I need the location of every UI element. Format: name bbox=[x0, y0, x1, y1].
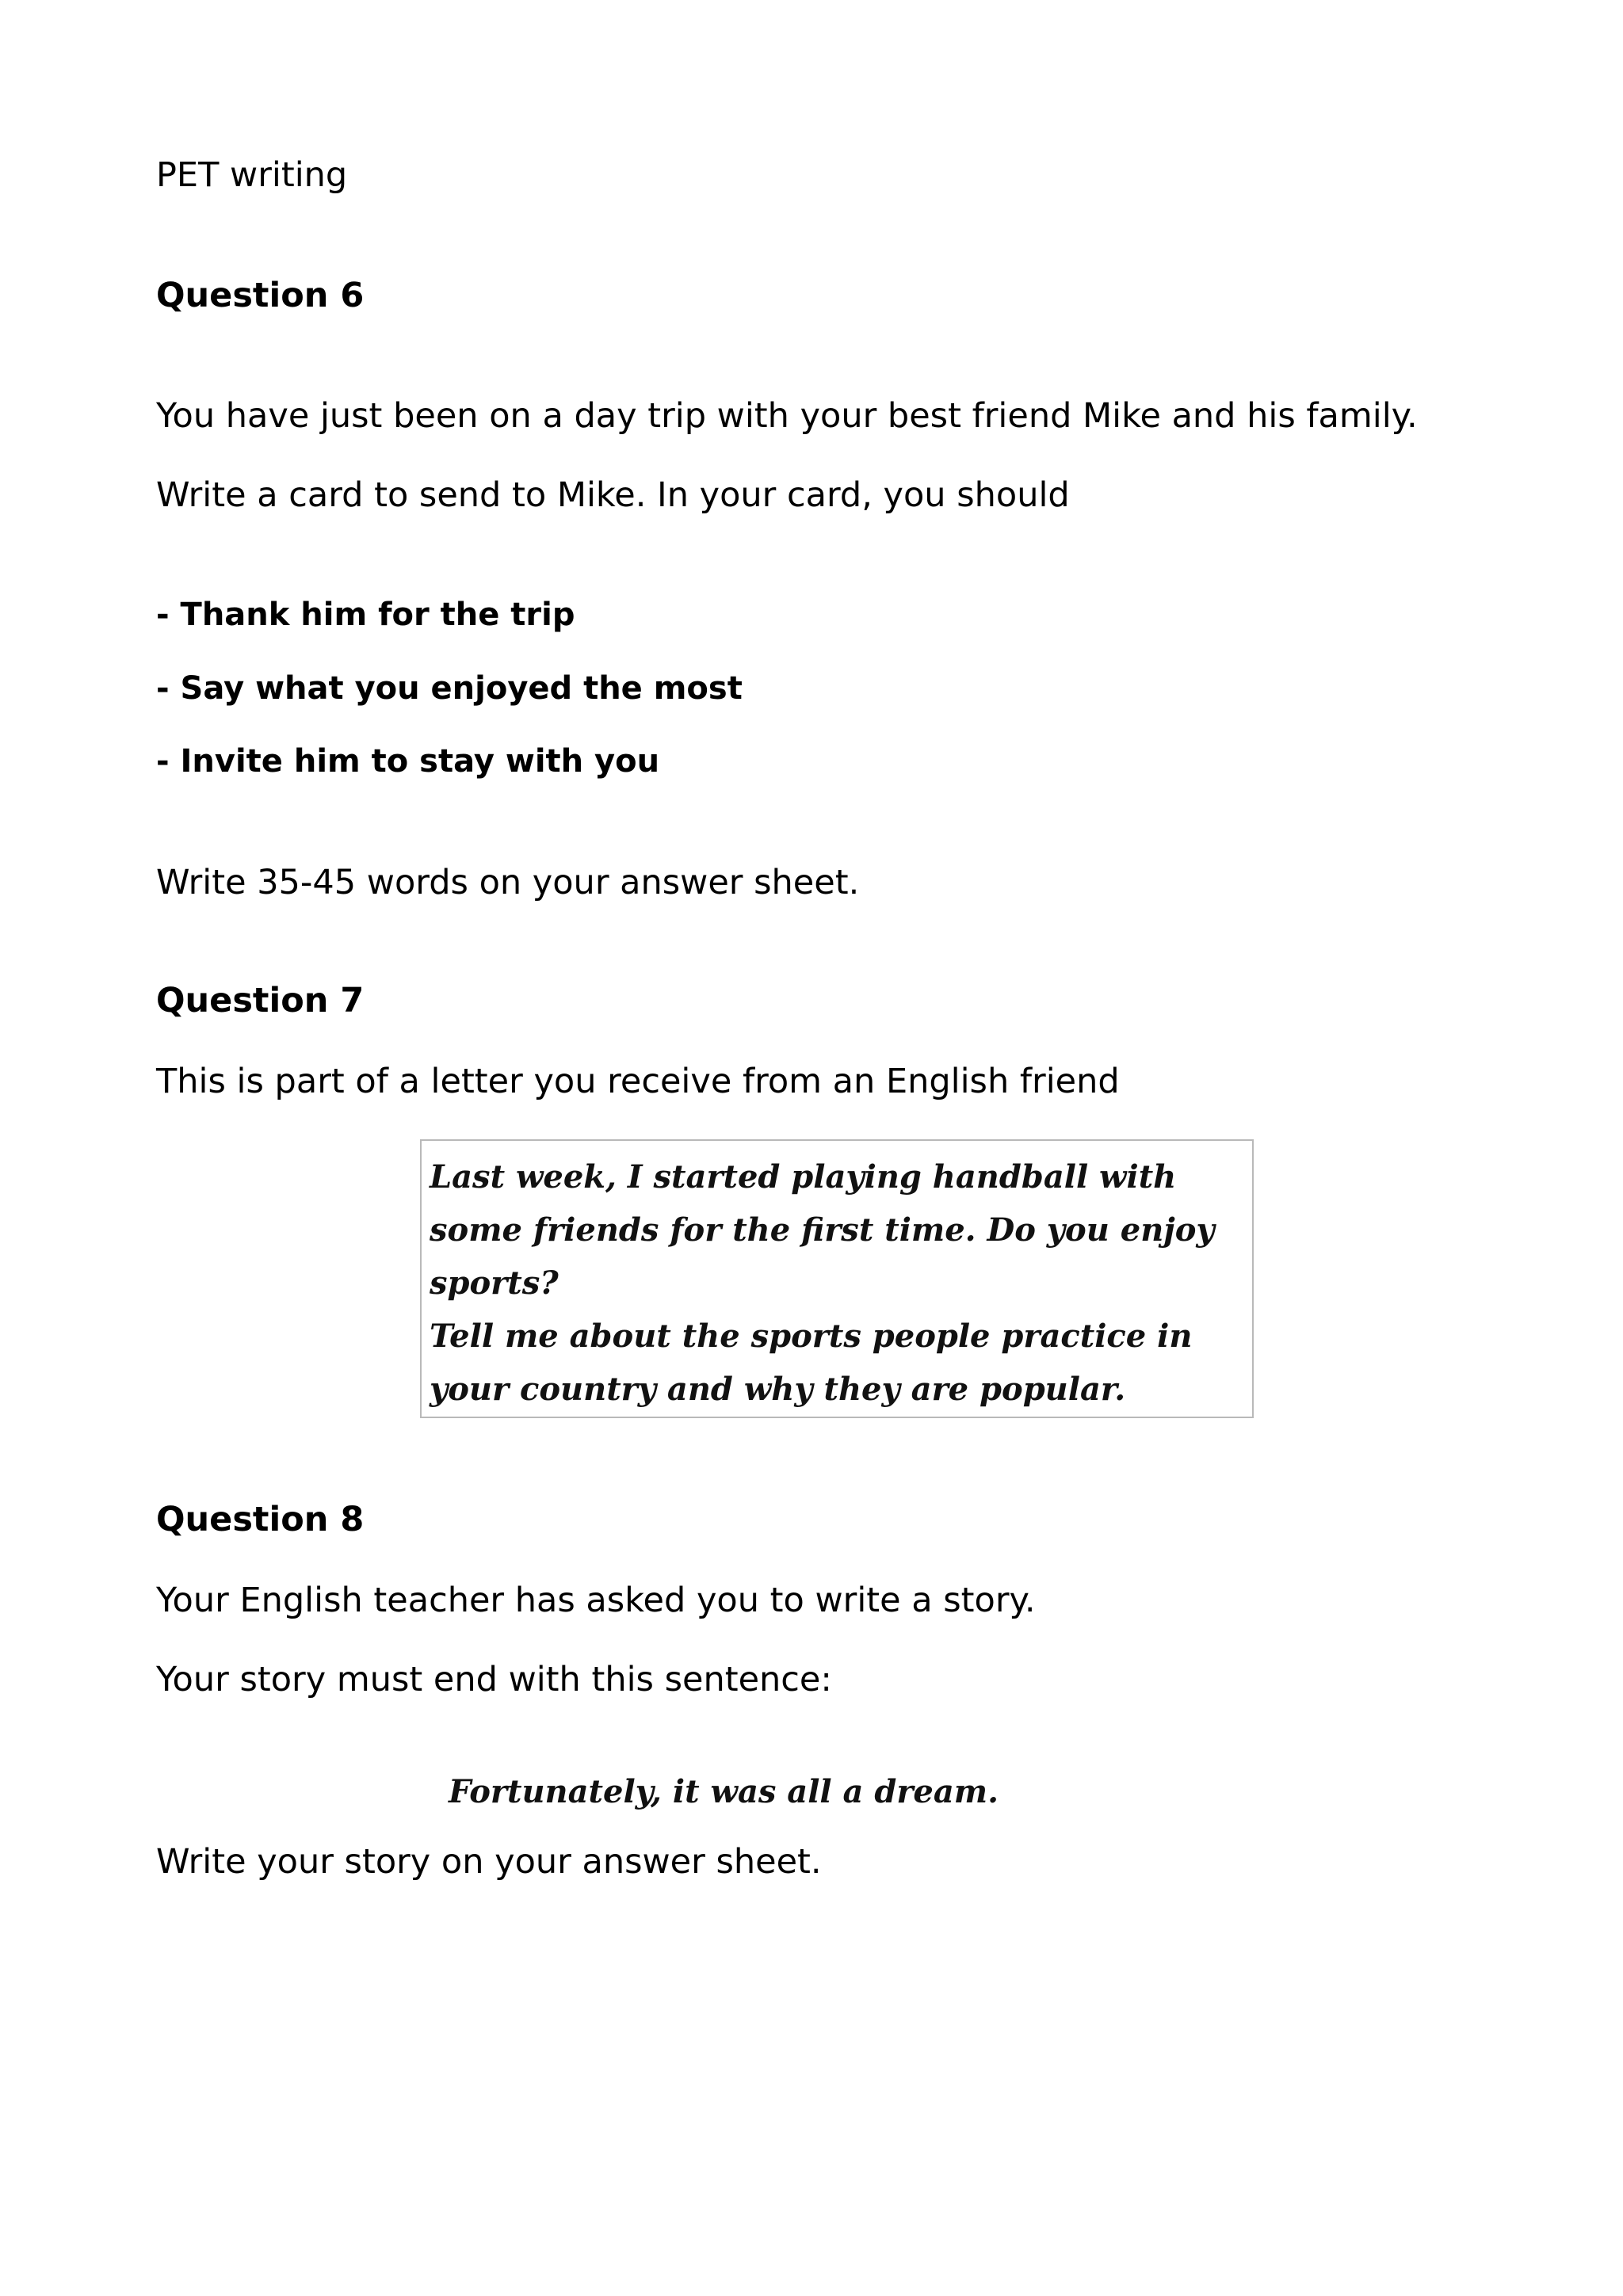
question-6-word-limit: Write 35-45 words on your answer sheet. bbox=[156, 863, 860, 902]
question-6-bullet-enjoyed: - Say what you enjoyed the most bbox=[156, 670, 743, 707]
letter-line: Last week, I started playing handball with bbox=[430, 1158, 1177, 1196]
friend-letter-box bbox=[420, 1139, 1254, 1418]
question-6-bullet-invite: - Invite him to stay with you bbox=[156, 743, 660, 780]
question-6-heading: Question 6 bbox=[156, 276, 365, 315]
question-7-intro: This is part of a letter you receive from an English friend bbox=[156, 1062, 1120, 1101]
question-8-instruction: Your story must end with this sentence: bbox=[156, 1660, 832, 1699]
letter-line: some friends for the first time. Do you enjoy bbox=[430, 1211, 1215, 1249]
question-6-intro: You have just been on a day trip with your best friend Mike and his family. bbox=[156, 396, 1418, 436]
question-6-bullet-thank: - Thank him for the trip bbox=[156, 597, 575, 633]
document-title: PET writing bbox=[156, 155, 348, 195]
question-6-instruction: Write a card to send to Mike. In your card, you should bbox=[156, 475, 1070, 515]
question-8-intro: Your English teacher has asked you to write a story. bbox=[156, 1581, 1036, 1620]
question-8-heading: Question 8 bbox=[156, 1500, 365, 1539]
question-8-closing: Write your story on your answer sheet. bbox=[156, 1842, 822, 1882]
letter-line: your country and why they are popular. bbox=[430, 1371, 1126, 1408]
letter-line: sports? bbox=[430, 1264, 559, 1302]
story-ending-sentence: Fortunately, it was all a dream. bbox=[449, 1773, 999, 1810]
question-7-heading: Question 7 bbox=[156, 981, 365, 1020]
letter-line: Tell me about the sports people practice in bbox=[430, 1318, 1193, 1355]
